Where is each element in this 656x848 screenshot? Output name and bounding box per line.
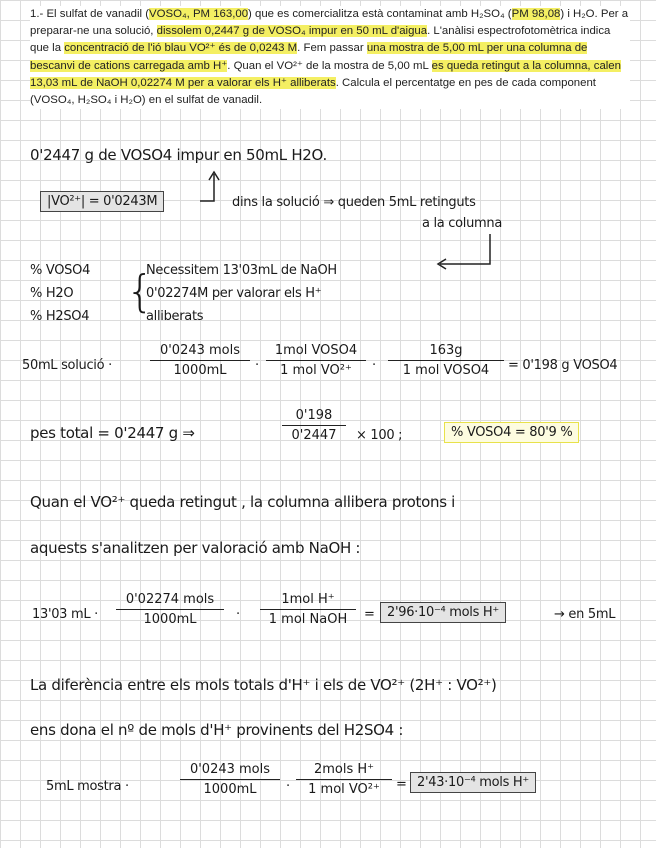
highlighted-text: es queda retingut a la columna, calen 13,03 mL de NaOH 0,02274 M per a valorar els H⁺ alliberats [30, 59, 621, 89]
equals: = [396, 777, 407, 792]
need-line-3: alliberats [146, 309, 204, 324]
calc1-f3-den: 1 mol VOSO4 [402, 363, 490, 378]
highlighted-text: una mostra de 5,00 mL per una columna de bescanvi de cations carregada amb H⁺ [30, 42, 588, 72]
calc2-f2-den: 1 mol NaOH [268, 612, 348, 627]
dot: · [286, 779, 290, 794]
highlighted-text: PM 98,08 [511, 8, 561, 20]
dot: · [372, 358, 376, 373]
problem-text: El sulfat de vanadil ( [43, 8, 150, 20]
vo2-concentration-box: |VO²⁺| = 0'0243M [40, 191, 164, 212]
dot: · [255, 358, 259, 373]
problem-text: . Quan el VO²⁺ de la mostra de 5,00 mL [227, 59, 432, 72]
list-h2o: % H2O [30, 286, 74, 301]
need-line-2: 0'02274M per valorar els H⁺ [146, 286, 322, 301]
calc1-result: = 0'198 g VOSO4 [508, 358, 618, 373]
calc1-lead: 50mL solució · [22, 358, 112, 373]
calc2-f2-num: 1mol H⁺ [260, 592, 356, 610]
calc3-f2-num: 2mols H⁺ [296, 762, 392, 780]
problem-number: 1.- [30, 8, 44, 20]
calc3-f2-den: 1 mol VO²⁺ [308, 782, 380, 797]
h-plus-total-box: 2'96·10⁻⁴ mols H⁺ [380, 602, 506, 623]
calc1-f2-den: 1 mol VO²⁺ [280, 363, 352, 378]
note-solution-retained: dins la solució ⇒ queden 5mL retinguts [232, 195, 476, 210]
highlighted-text: VOSO₄, PM 163,00 [149, 8, 249, 20]
calc3-f1-den: 1000mL [203, 782, 257, 797]
calc3-f1-num: 0'0243 mols [180, 762, 280, 780]
calc1-f1-num: 0'0243 mols [150, 343, 250, 361]
calc3-lead: 5mL mostra · [46, 779, 129, 794]
calc2-lead: 13'03 mL · [32, 607, 98, 622]
problem-text: ) i H₂O. Per a preparar-ne una solució, [30, 8, 629, 38]
highlighted-text: dissolem 0,2447 g de VOSO₄ impur en 50 mL d'aigua [156, 25, 428, 38]
note-titration: aquests s'analitzen per valoració amb NaOH : [30, 539, 361, 557]
problem-text: ) que es comercialitza està contaminat amb H₂SO₄ ( [248, 8, 512, 20]
calc1-f1-den: 1000mL [173, 363, 227, 378]
arrow-left-icon [440, 234, 490, 264]
note-difference: La diferència entre els mols totals d'H⁺ i els de VO²⁺ (2H⁺ : VO²⁺) [30, 676, 497, 694]
voso4-percent-box: % VOSO4 = 80'9 % [444, 422, 579, 443]
percent-num: 0'198 [282, 408, 346, 426]
list-voso4: % VOSO4 [30, 263, 91, 278]
problem-text: . Calcula el percentatge en pes de cada component (VOSO₄, H₂SO₄ i H₂O) en el sulfat de vanadil. [30, 76, 596, 107]
brace: { [126, 266, 154, 317]
highlighted-text: concentració de l'ió blau VO²⁺ és de 0,0243 M [64, 42, 298, 55]
calc2-f1-num: 0'02274 mols [116, 592, 224, 610]
calc2-f1-den: 1000mL [143, 612, 197, 627]
calc1-f3-num: 163g [388, 343, 504, 361]
total-weight-lead: pes total = 0'2447 g ⇒ [30, 424, 195, 442]
times-100: × 100 ; [356, 428, 403, 443]
percent-den: 0'2447 [291, 428, 337, 443]
arrow-up-icon [200, 174, 214, 201]
list-h2so4: % H2SO4 [30, 309, 90, 324]
in-5ml-note: → en 5mL [554, 607, 616, 622]
problem-text: . L'anàlisi espectrofotomètrica indica que la [30, 25, 611, 55]
dot: · [236, 607, 240, 622]
problem-text: . Fem passar [297, 42, 367, 55]
note-sample-mass: 0'2447 g de VOSO4 impur en 50mL H2O. [30, 146, 327, 164]
note-h2so4-origin: ens dona el nº de mols d'H⁺ provinents del H2SO4 : [30, 721, 404, 739]
note-protons-released: Quan el VO²⁺ queda retingut , la columna allibera protons i [30, 493, 456, 511]
need-line-1: Necessitem 13'03mL de NaOH [146, 263, 337, 278]
note-column: a la columna [422, 216, 503, 231]
h-plus-vo2-box: 2'43·10⁻⁴ mols H⁺ [410, 772, 536, 793]
calc1-f2-num: 1mol VOSO4 [266, 343, 366, 361]
equals: = [364, 607, 375, 622]
